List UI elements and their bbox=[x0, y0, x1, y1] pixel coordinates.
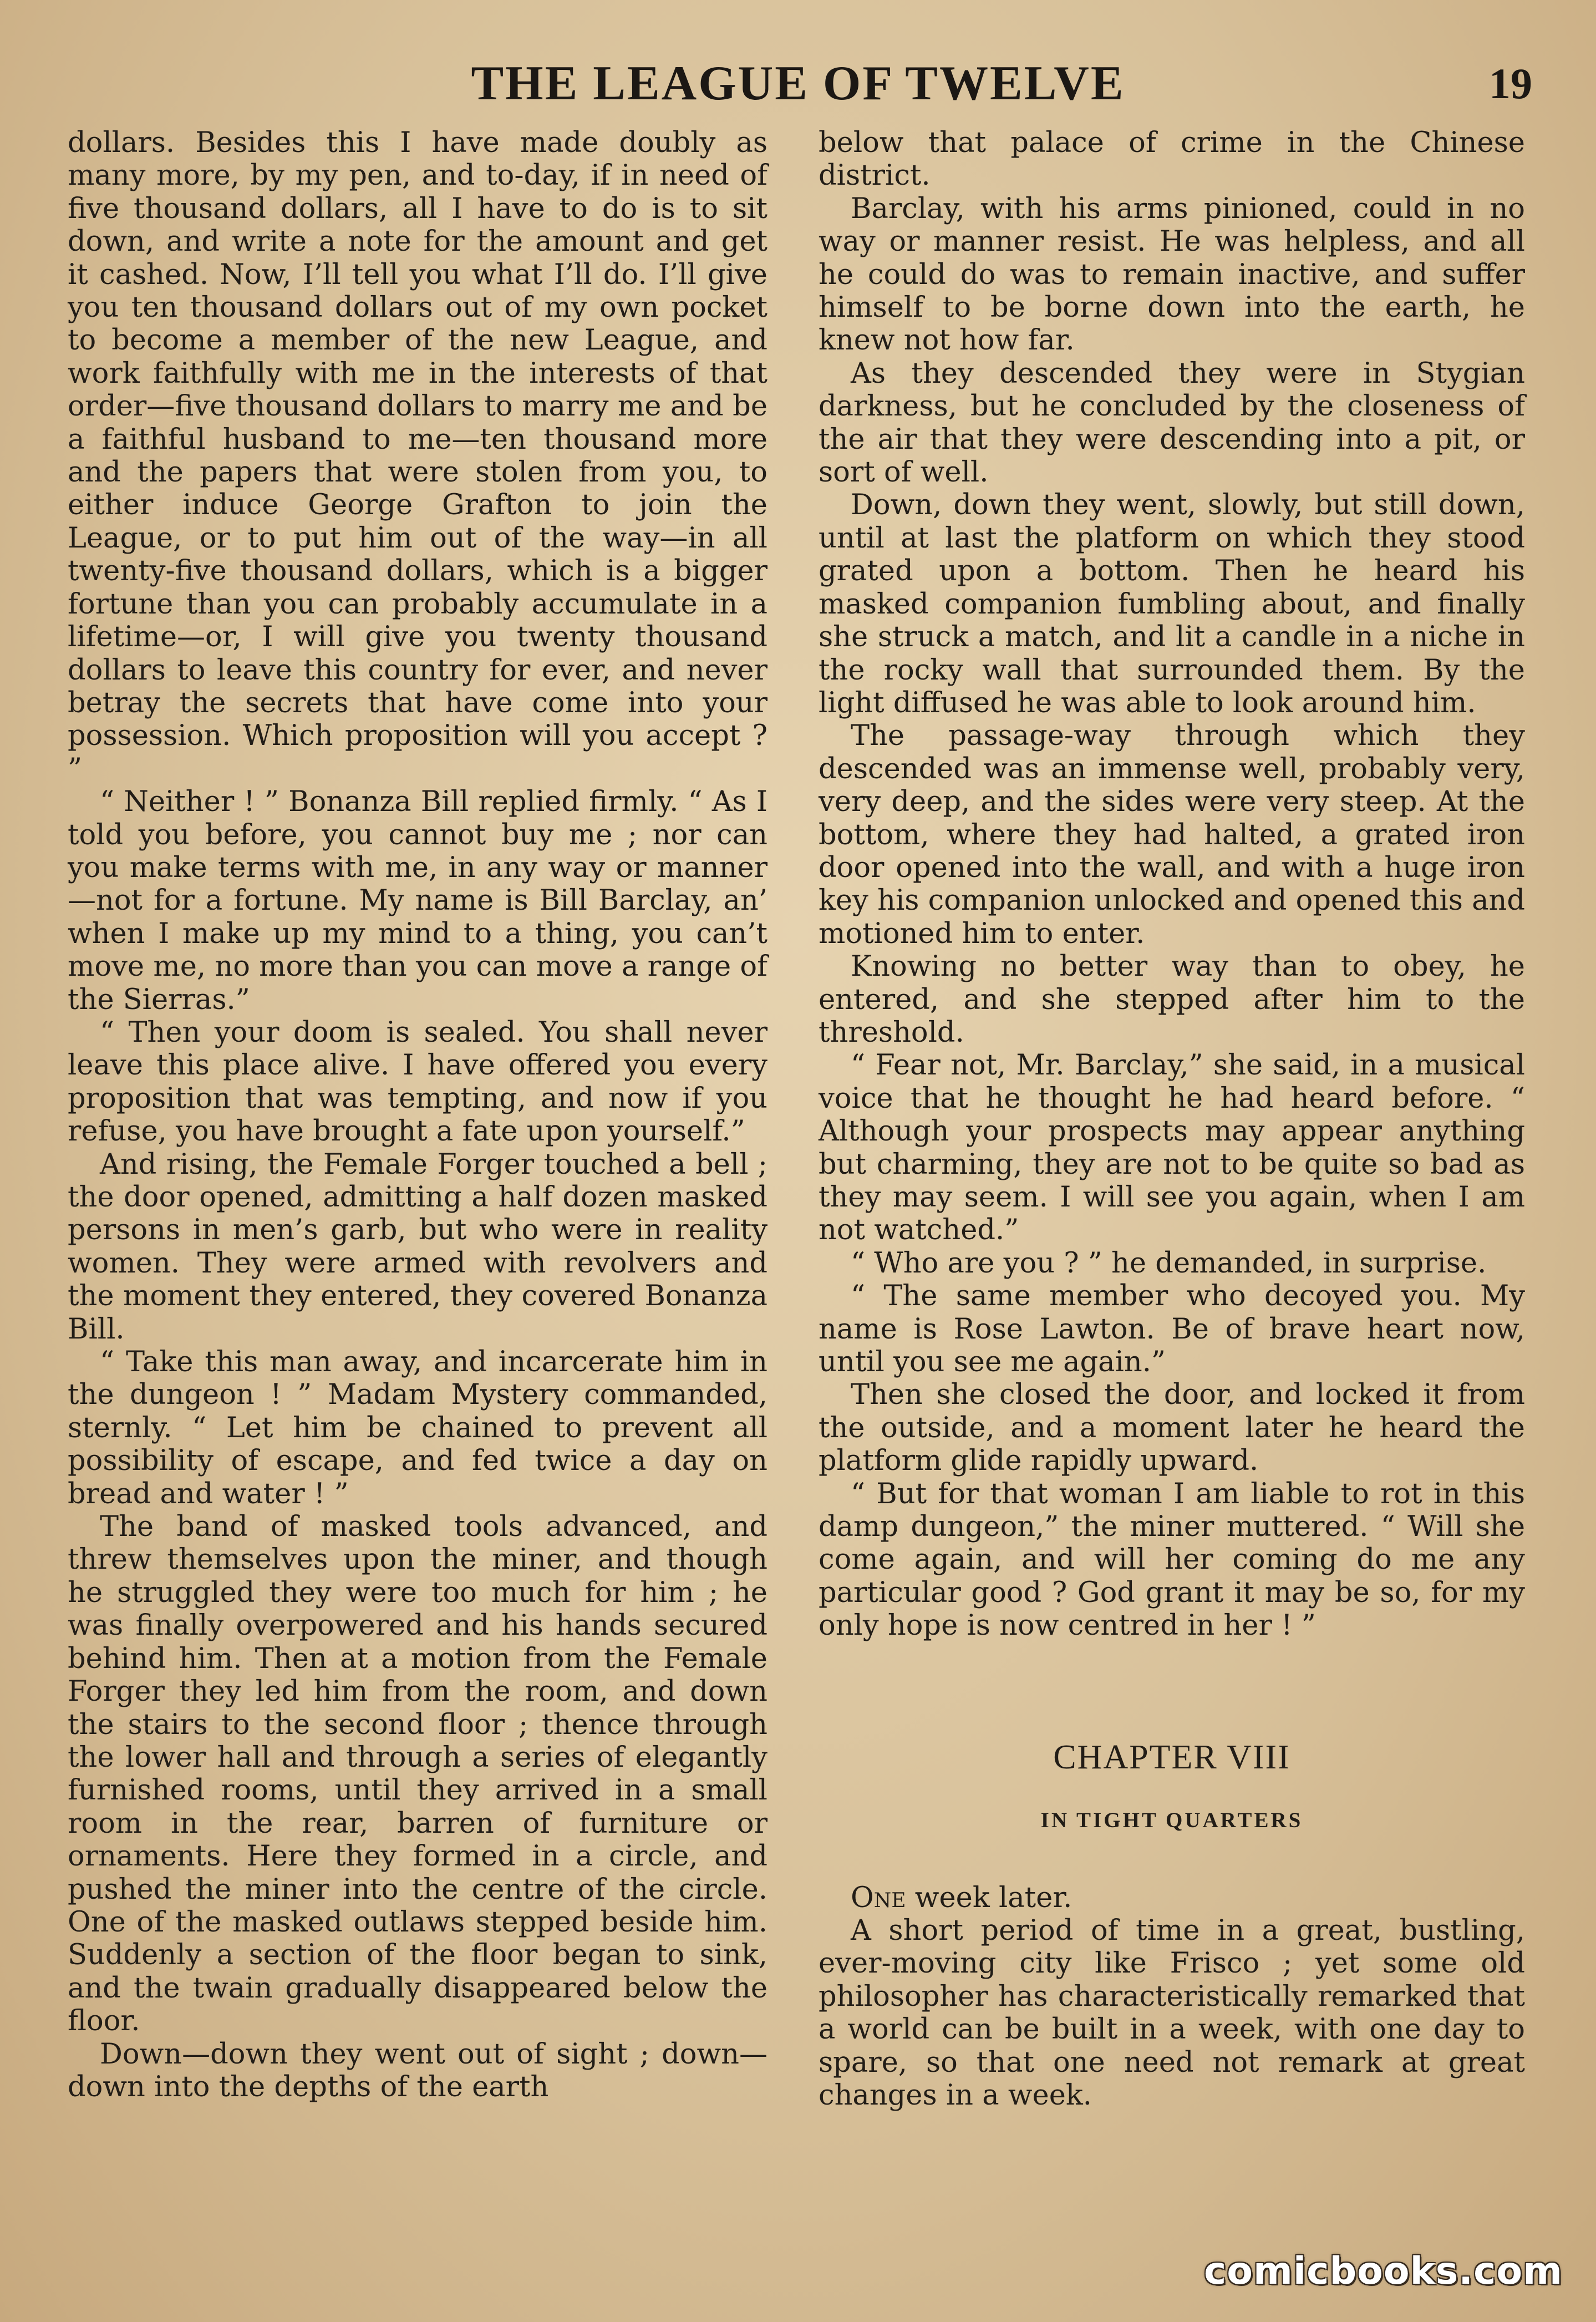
paragraph: Down—down they went out of sight ; down—down into the depths of the earth bbox=[68, 2037, 767, 2103]
chapter-opening-line bbox=[819, 1882, 1525, 1914]
left-text-column bbox=[68, 126, 767, 2103]
chapter-opening-rest: week later. bbox=[906, 1881, 1073, 1914]
paragraph: “ The same member who decoyed you. My name is Rose Lawton. Be of brave heart now, until you see me again.” bbox=[819, 1280, 1525, 1379]
paragraph: “ Neither ! ” Bonanza Bill replied firmly. “ As I told you before, you cannot buy me ; nor can you make terms with me, in any way or manner—not for a fortune. My name is Bill Barclay, an’ when I make up my mind to a thing, you can’t move me, no more than you can move a range of the Sierras.” bbox=[68, 785, 767, 1016]
paragraph: And rising, the Female Forger touched a bell ; the door opened, admitting a half dozen masked persons in men’s garb, but who were in reality women. They were armed with revolvers and the moment they entered, they covered Bonanza Bill. bbox=[68, 1148, 767, 1346]
paragraph: “ Take this man away, and incarcerate him in the dungeon ! ” Madam Mystery commanded, sternly. “ Let him be chained to prevent all possibility of escape, and fed twice a day on bread and water ! ” bbox=[68, 1346, 767, 1510]
paragraph: “ But for that woman I am liable to rot in this damp dungeon,” the miner muttered. “ Will she come again, and will her coming do me any particular good ? God grant it may be so, for my only hope is now centred in her ! ” bbox=[819, 1477, 1525, 1642]
chapter-subtitle: IN TIGHT QUARTERS bbox=[1040, 1808, 1303, 1833]
page-number: 19 bbox=[1489, 59, 1532, 108]
site-watermark: comicbooks.com bbox=[1203, 2249, 1563, 2293]
paragraph: The band of masked tools advanced, and threw themselves upon the miner, and though he struggled they were too much for him ; he was finally overpowered and his hands secured behind him. Then at a motion from the Female Forger they led him from the room, and down the stairs to the second floor ; thence through the lower hall and through a series of elegantly furnished rooms, until they arrived in a small room in the rear, barren of furniture or ornaments. Here they formed in a circle, and pushed the miner into the centre of the circle. One of the masked outlaws stepped beside him. Suddenly a section of the floor began to sink, and the twain gradually disappeared below the floor. bbox=[68, 1510, 767, 2038]
running-header-title: THE LEAGUE OF TWELVE bbox=[471, 57, 1125, 110]
paragraph: Down, down they went, slowly, but still down, until at last the platform on which they stood grated upon a bottom. Then he heard his masked companion fumbling about, and finally she struck a match, and lit a candle in a niche in the rocky wall that surrounded them. By the light diffused he was able to look around him. bbox=[819, 489, 1525, 719]
paragraph: The passage-way through which they descended was an immense well, probably very, very deep, and the sides were very steep. At the bottom, where they had halted, a grated iron door opened into the wall, and with a huge iron key his companion unlocked and opened this and motioned him to enter. bbox=[819, 719, 1525, 950]
paragraph: “ Fear not, Mr. Barclay,” she said, in a musical voice that he thought he had heard before. “ Although your prospects may appear anything but charming, they are not to be quite so bad as they may seem. I will see you again, when I am not watched.” bbox=[819, 1049, 1525, 1247]
paragraph: Knowing no better way than to obey, he entered, and she stepped after him to the threshold. bbox=[819, 950, 1525, 1049]
paragraph: “ Then your doom is sealed. You shall never leave this place alive. I have offered you every proposition that was tempting, and now if you refuse, you have brought a fate upon yourself.” bbox=[68, 1016, 767, 1148]
paragraph: “ Who are you ? ” he demanded, in surprise. bbox=[851, 1246, 1487, 1280]
paragraph: Barclay, with his arms pinioned, could in no way or manner resist. He was helpless, and all he could do was to remain inactive, and suffer himself to be borne down into the earth, he knew not how far. bbox=[819, 192, 1525, 357]
paragraph: below that palace of crime in the Chinese district. bbox=[819, 126, 1525, 192]
paragraph: As they descended they were in Stygian darkness, but he concluded by the closeness of the air that they were descending into a pit, or sort of well. bbox=[819, 357, 1525, 489]
chapter-heading: CHAPTER VIII bbox=[1053, 1738, 1290, 1776]
right-text-column bbox=[819, 126, 1525, 2112]
paragraph: A short period of time in a great, bustling, ever-moving city like Frisco ; yet some old philosopher has characteristically remarked that a world can be built in a week, with one day to spare, so that one need not remark at great changes in a week. bbox=[819, 1914, 1525, 2112]
paragraph: dollars. Besides this I have made doubly as many more, by my pen, and to-day, if in need of five thousand dollars, all I have to do is to sit down, and write a note for the amount and get it cashed. Now, I’ll tell you what I’ll do. I’ll give you ten thousand dollars out of my own pocket to become a member of the new League, and work faithfully with me in the interests of that order—five thousand dollars to marry me and be a faithful husband to me—ten thousand more and the papers that were stolen from you, to either induce George Grafton to join the League, or to put him out of the way—in all twenty-five thousand dollars, which is a bigger fortune than you can probably accumulate in a lifetime—or, I will give you twenty thousand dollars to leave this country for ever, and never betray the secrets that have come into your possession. Which proposition will you accept ? ” bbox=[68, 126, 767, 785]
paragraph: Then she closed the door, and locked it from the outside, and a moment later he heard the platform glide rapidly upward. bbox=[819, 1378, 1525, 1478]
chapter-opening-word: One bbox=[851, 1881, 906, 1914]
